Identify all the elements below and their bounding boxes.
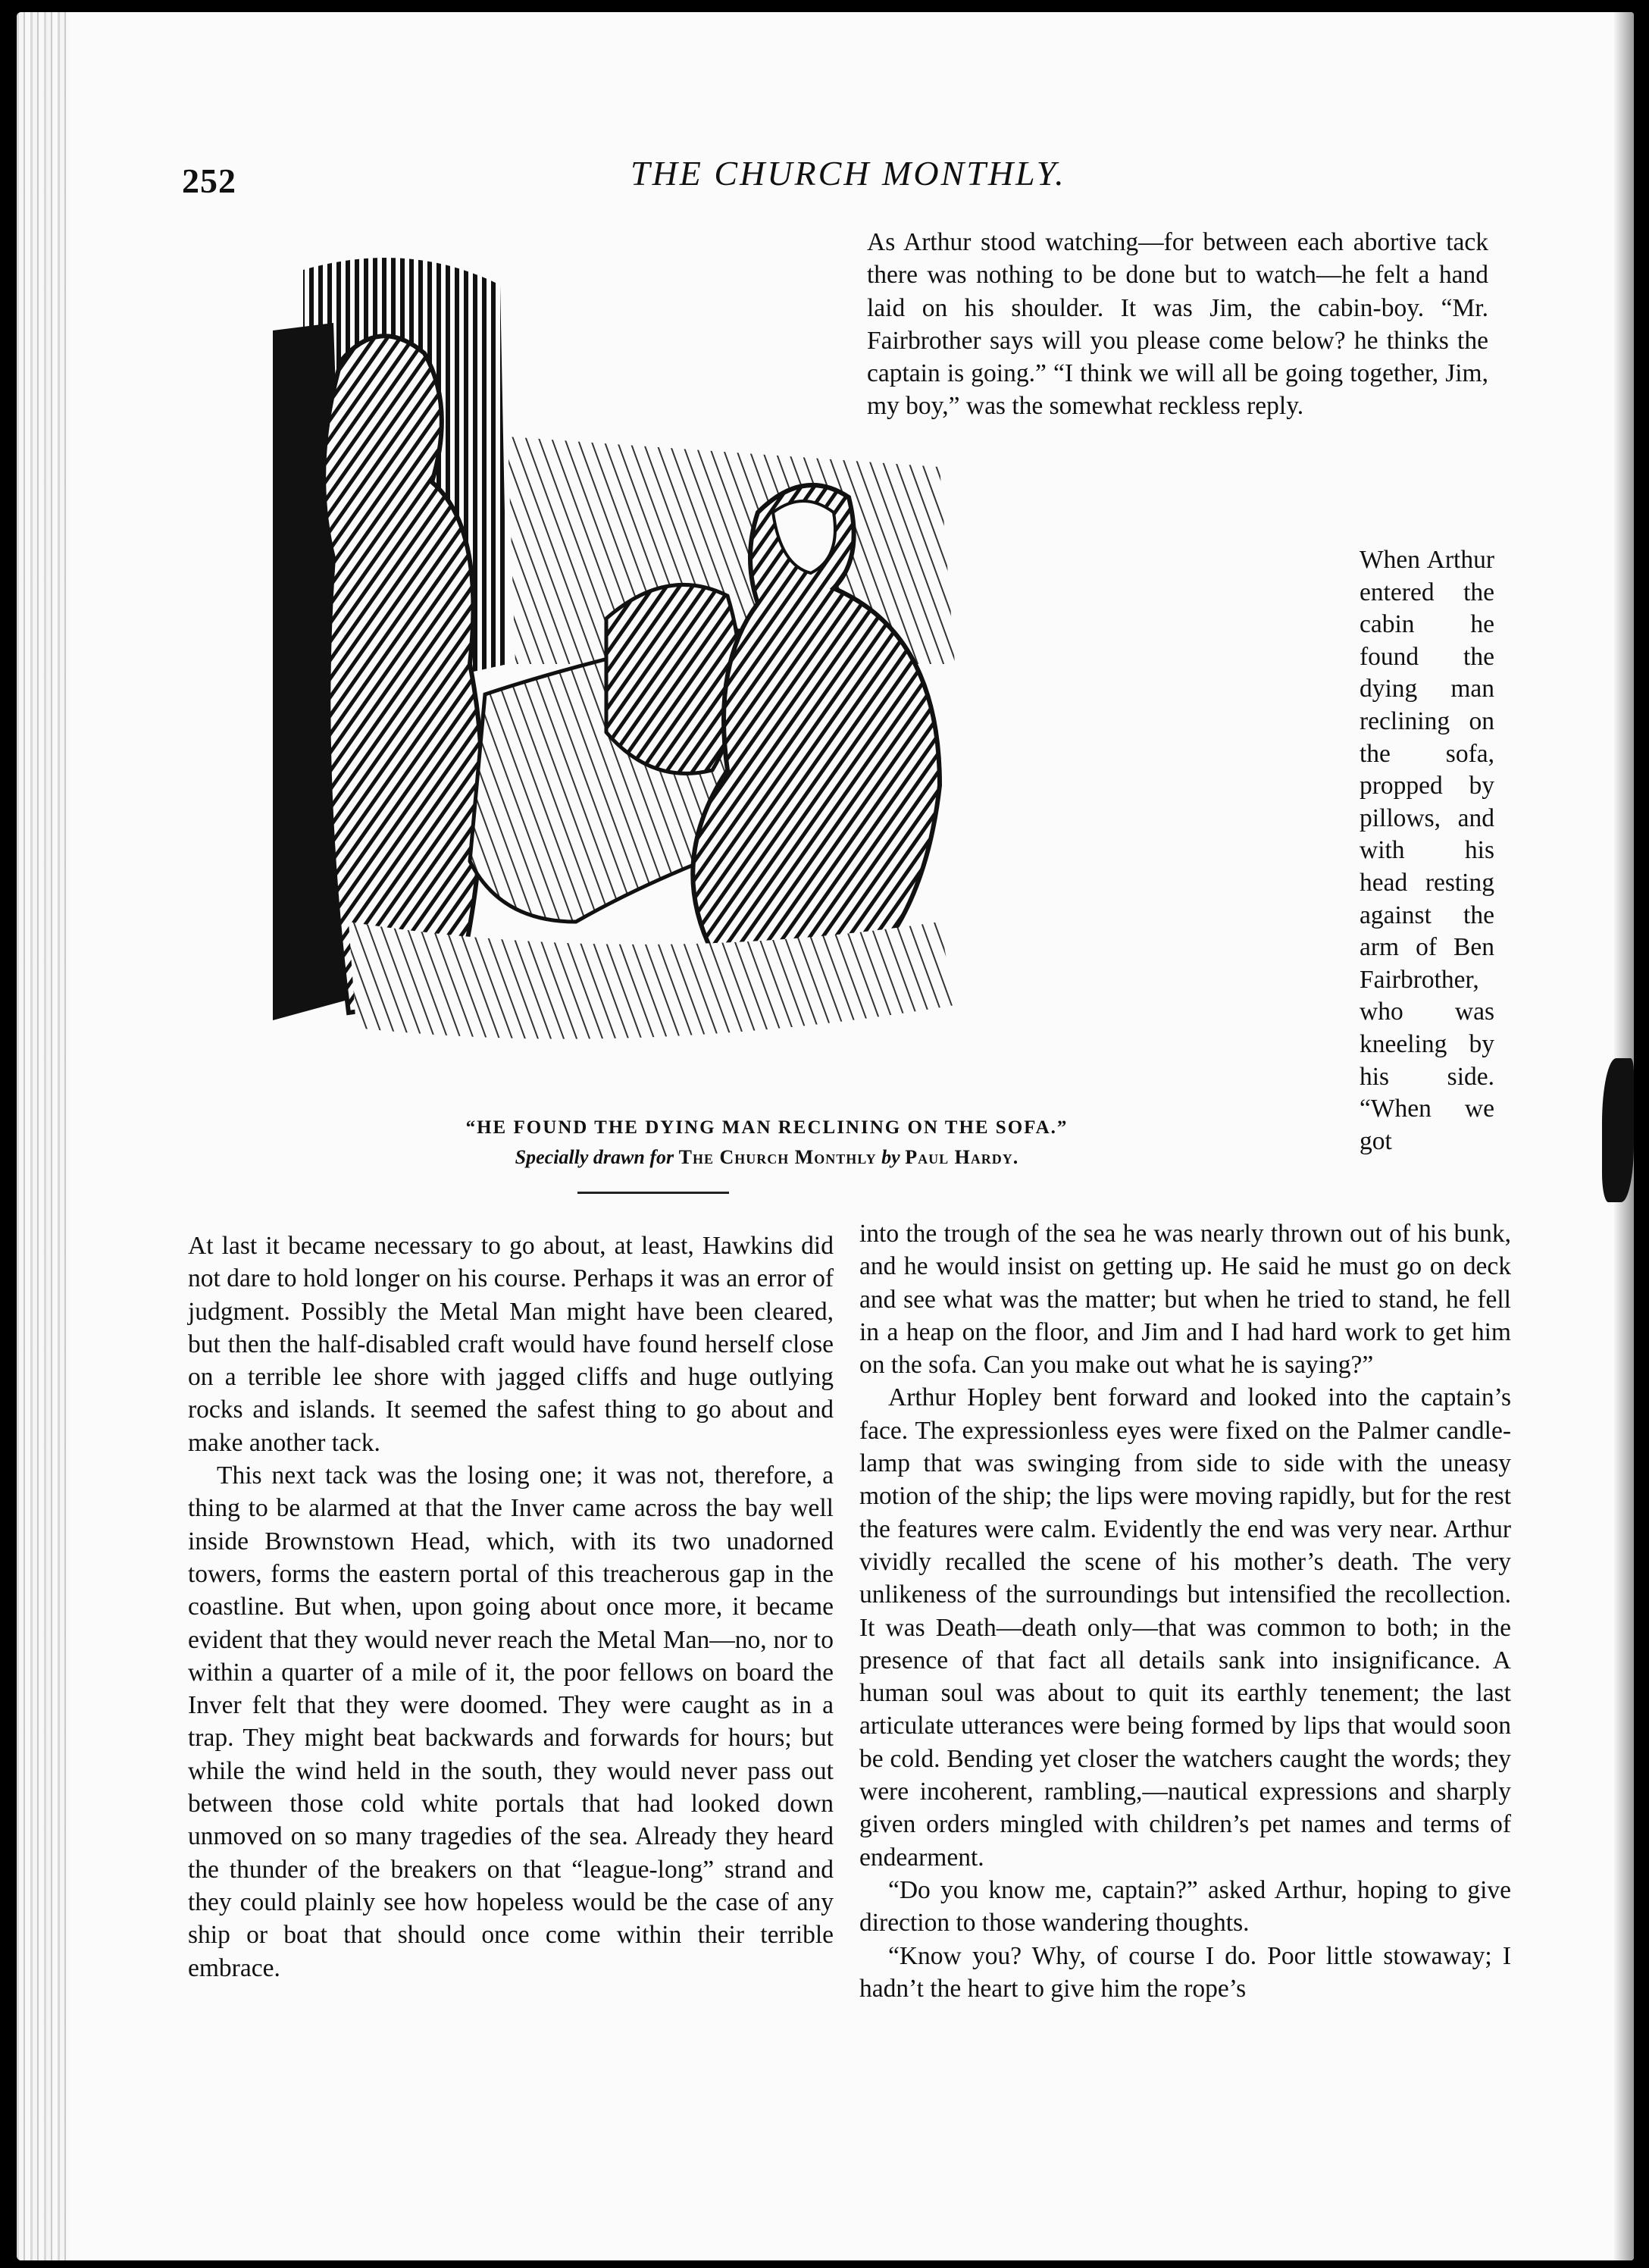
right-column [859,1217,1511,2005]
engraving-illustration [182,240,1349,1111]
paragraph: into the trough of the sea he was nearly thrown out of his bunk, and he would insist on getting up. He said he must go on deck and see what was the matter; but when he tried to stand, he fell in a heap on the floor, and Jim and I had hard work to get him on the sofa. Can you make out what he is saying?” [859,1220,1511,1380]
paragraph: Arthur Hopley bent forward and looked into the captain’s face. The expressionless eyes were fixed on the Palmer candle-lamp that was swinging from side to side with the uneasy motion of the ship; the lips were moving rapidly, but for the rest the features were calm. Evidently the end was very near. Arthur vividly recalled the scene of his mother’s death. The very unlikeness of the surroundings but intensified the recollection. It was Death—death only—that was common to both; in the presence of that fact all details sank into insignificance. A human soul was about to quit its earthly tenement; the last articulate utterances were being formed by lips that would soon be cold. Bending yet closer the watchers caught the words; they were incoherent, rambling,—nautical expressions and sharply given orders mingled with children’s pet names and terms of endearment. [859,1383,1511,1872]
illustration-credit [335,1146,1199,1169]
paragraph: This next tack was the losing one; it was not, therefore, a thing to be alarmed at that the Inver came across the bay well inside Brownstown Head, which, with its two unadorned towers, forms the eastern portal of this treacherous gap in the coastline. But when, upon going about once more, it became evident that they would never reach the Metal Man—no, nor to within a quarter of a mile of it, the poor fellows on board the Inver felt that they were doomed. They were caught as in a trap. They might beat backwards and forwards for hours; but while the wind held in the south, they would never pass out between those cold white portals that had looked down unmoved on so many tragedies of the sea. Already they heard the thunder of the breakers on that “league-long” strand and they could plainly see how hopeless would be the case of any ship or boat that should once come within their terrible embrace. [188,1461,834,1982]
magazine-page [17,12,1634,2260]
page-stack-edge [17,12,70,2260]
ink-blot [1602,1058,1634,1202]
page-number: 252 [182,161,236,200]
credit-prefix: Specially drawn for [515,1146,679,1168]
running-title: THE CHURCH MONTHLY. [630,154,1066,193]
paragraph: At last it became necessary to go about, at least, Hawkins did not dare to hold longer on his course. Perhaps it was an error of judgment. Possibly the Metal Man might have been cleared, but then the half-disabled craft would have found herself close on a terrible lee shore with jagged cliffs and huge outlying rocks and islands. It seemed the safest thing to go about and make another tack. [188,1232,834,1457]
left-column [188,1230,834,1984]
paragraph: When Arthur entered the cabin he found the dying man reclining on the sofa, propped by pillows, and with his head resting against the arm of Ben Fairbrother, who was kneeling by his side. “When we got [1360,546,1494,1155]
narrow-column-text [1360,544,1494,1157]
credit-artist: Paul Hardy. [905,1146,1019,1168]
credit-by: by [876,1146,906,1168]
paragraph: “Do you know me, captain?” asked Arthur, hoping to give direction to those wandering thoughts. [859,1875,1511,1938]
paragraph: As Arthur stood watching—for between each abortive tack there was nothing to be done but to watch—he felt a hand laid on his shoulder. It was Jim, the cabin-boy. “Mr. Fairbrother says will you please come below? he thinks the captain is going.” “I think we will all be going together, Jim, my boy,” was the somewhat reckless reply. [867,228,1488,421]
credit-magazine: The Church Monthly [678,1146,877,1168]
floor-shading [349,922,955,1039]
dying-man [606,584,740,773]
paragraph: “Know you? Why, of course I do. Poor little stowaway; I hadn’t the heart to give him the rope’s [859,1941,1511,2003]
illustration-caption: “HE FOUND THE DYING MAN RECLINING ON THE SOFA.” [465,1117,1069,1138]
caption-rule [577,1192,729,1194]
